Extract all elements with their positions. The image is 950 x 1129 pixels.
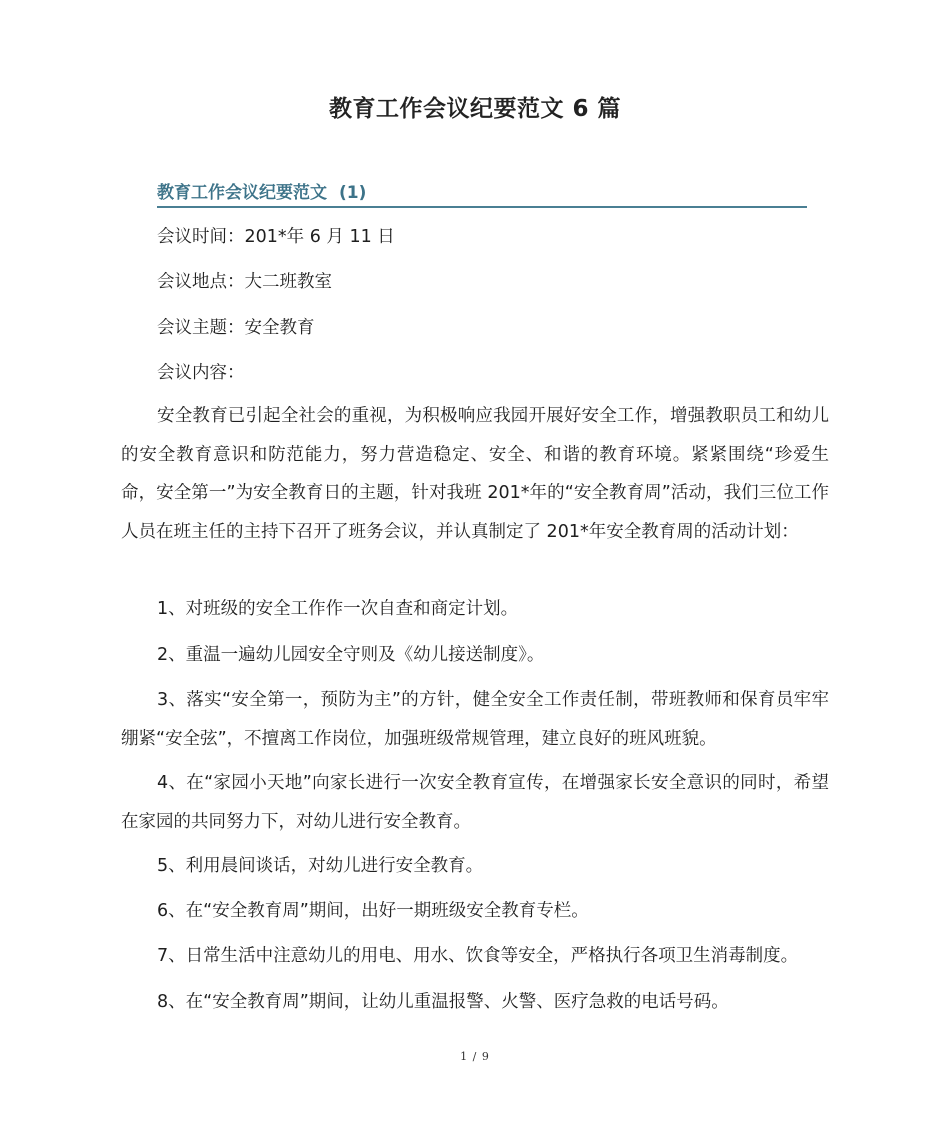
list-item: 6、在“安全教育周”期间，出好一期班级安全教育专栏。 [157, 901, 589, 921]
page-number: 1 / 9 [460, 1050, 490, 1063]
list-item: 8、在“安全教育周”期间，让幼儿重温报警、火警、医疗急救的电话号码。 [157, 992, 729, 1012]
document-title: 教育工作会议纪要范文 6 篇 [328, 96, 622, 122]
list-item: 7、日常生活中注意幼儿的用电、用水、饮食等安全，严格执行各项卫生消毒制度。 [157, 946, 799, 966]
section-heading [157, 178, 807, 208]
list-item: 5、利用晨间谈话，对幼儿进行安全教育。 [157, 856, 484, 876]
intro-paragraph: 安全教育已引起全社会的重视，为积极响应我园开展好安全工作，增强教职员工和幼儿的安全教育意识和防范能力，努力营造稳定、安全、和谐的教育环境。紧紧围绕“珍爱生命，安全第一”为安全教育日的主题，针对我班 201*年的“安全教育周”活动，我们三位工作人员在班主任的主持下召开了班务会议，并认真制定了 201*年安全教育周的活动计划： [121, 406, 829, 542]
meeting-content-label: 会议内容： [157, 363, 245, 383]
meeting-theme: 会议主题：安全教育 [157, 318, 315, 338]
section-heading-text: 教育工作会议纪要范文 [157, 183, 327, 203]
list-item: 2、重温一遍幼儿园安全守则及《幼儿接送制度》。 [157, 645, 545, 665]
section-heading-number: (1) [339, 183, 367, 203]
list-item: 3、落实“安全第一，预防为主”的方针，健全安全工作责任制，带班教师和保育员牢牢绷紧“安全弦”，不擅离工作岗位，加强班级常规管理，建立良好的班风班貌。 [121, 690, 829, 749]
list-item: 4、在“家园小天地”向家长进行一次安全教育宣传，在增强家长安全意识的同时，希望在家园的共同努力下，对幼儿进行安全教育。 [121, 773, 829, 832]
meeting-time: 会议时间：201*年 6 月 11 日 [157, 227, 395, 247]
list-item: 1、对班级的安全工作作一次自查和商定计划。 [157, 599, 519, 619]
meeting-place: 会议地点：大二班教室 [157, 272, 332, 292]
